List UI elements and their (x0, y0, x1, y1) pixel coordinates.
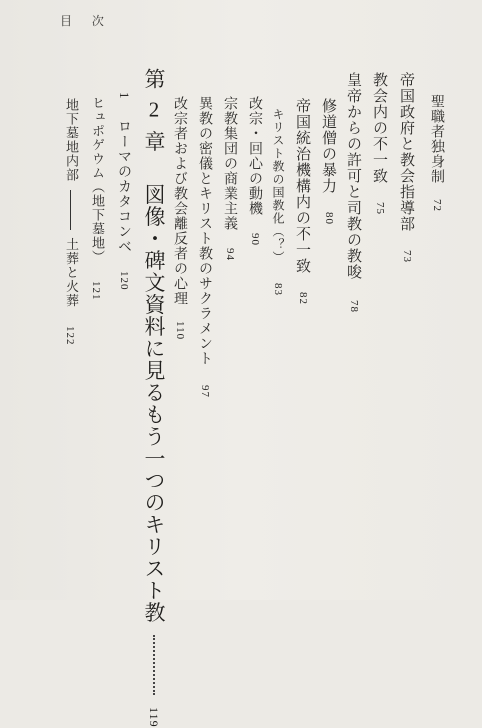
toc-entry-page: 97 (199, 385, 211, 399)
toc-subentry-page: 121 (90, 280, 102, 301)
toc-entry (248, 96, 262, 246)
toc-subentry-page: 120 (118, 270, 130, 291)
toc-entry (295, 98, 310, 305)
toc-entry-label: 改宗・回心の動機 (247, 96, 263, 216)
toc-entry (346, 72, 361, 313)
chapter-page: 119 (147, 707, 161, 728)
toc-entry-label: 皇帝からの許可と司教の教唆 (345, 72, 363, 280)
toc-entry-label: 教会内の不一致 (371, 72, 389, 184)
toc-entry-label: 帝国政府と教会指導部 (398, 72, 416, 232)
toc-subentry (272, 108, 284, 296)
toc-entry-page: 80 (323, 211, 335, 225)
toc-subentry (117, 92, 131, 290)
toc-subentry-page: 83 (272, 282, 284, 296)
toc-subentry-page: 122 (64, 326, 76, 346)
toc-entry-page: 90 (249, 233, 261, 247)
toc-entry-page: 110 (174, 321, 186, 341)
toc-entry (372, 72, 387, 215)
toc-entry (223, 96, 237, 261)
leader-dots (153, 635, 155, 695)
toc-subentry-label: ローマのカタコンベ (116, 119, 132, 255)
chapter-num-prefix: 第 (142, 68, 166, 90)
toc-entry-label: 帝国統治機構内の不一致 (294, 98, 312, 274)
toc-entry-page: 72 (431, 199, 443, 213)
subsection-number: 1 (117, 92, 132, 100)
toc-subentry-label-b: 土葬と火葬 (63, 237, 78, 308)
em-dash (70, 190, 71, 230)
toc-entry-page: 82 (297, 291, 309, 305)
toc-entry-page: 94 (224, 248, 236, 262)
toc-subentry (64, 98, 77, 346)
toc-entry-page: 78 (348, 299, 360, 313)
toc-entry-label: 聖職者独身制 (429, 94, 445, 184)
toc-entry (430, 94, 444, 212)
toc-entry (173, 96, 187, 341)
chapter-title: 図像・碑文資料に見るもう一つのキリスト教 (142, 183, 166, 624)
toc-entry-page: 73 (401, 249, 413, 263)
chapter-number: 2 (142, 97, 166, 123)
toc-entry (321, 98, 336, 225)
toc-entry-label: 修道僧の暴力 (320, 98, 338, 194)
toc-entry-page: 75 (374, 201, 386, 215)
toc-subentry-label: ヒュポゲウム（地下墓地） (89, 96, 104, 264)
toc-entry-label: 改宗者および教会離反者の心理 (172, 96, 188, 306)
toc-subentry-label: キリスト教の国教化（？） (271, 108, 285, 264)
toc-entry-label: 異教の密儀とキリスト教のサクラメント (197, 96, 213, 366)
toc-entry (399, 72, 414, 263)
toc-entry-label: 宗教集団の商業主義 (222, 96, 238, 231)
chapter-num-suffix: 章 (142, 130, 166, 153)
chapter-heading (143, 68, 164, 728)
toc-entry (198, 96, 212, 398)
toc-subentry (90, 96, 103, 300)
toc-subentry-label-a: 地下墓地内部 (63, 98, 78, 182)
toc-header: 目 次 (60, 14, 112, 28)
